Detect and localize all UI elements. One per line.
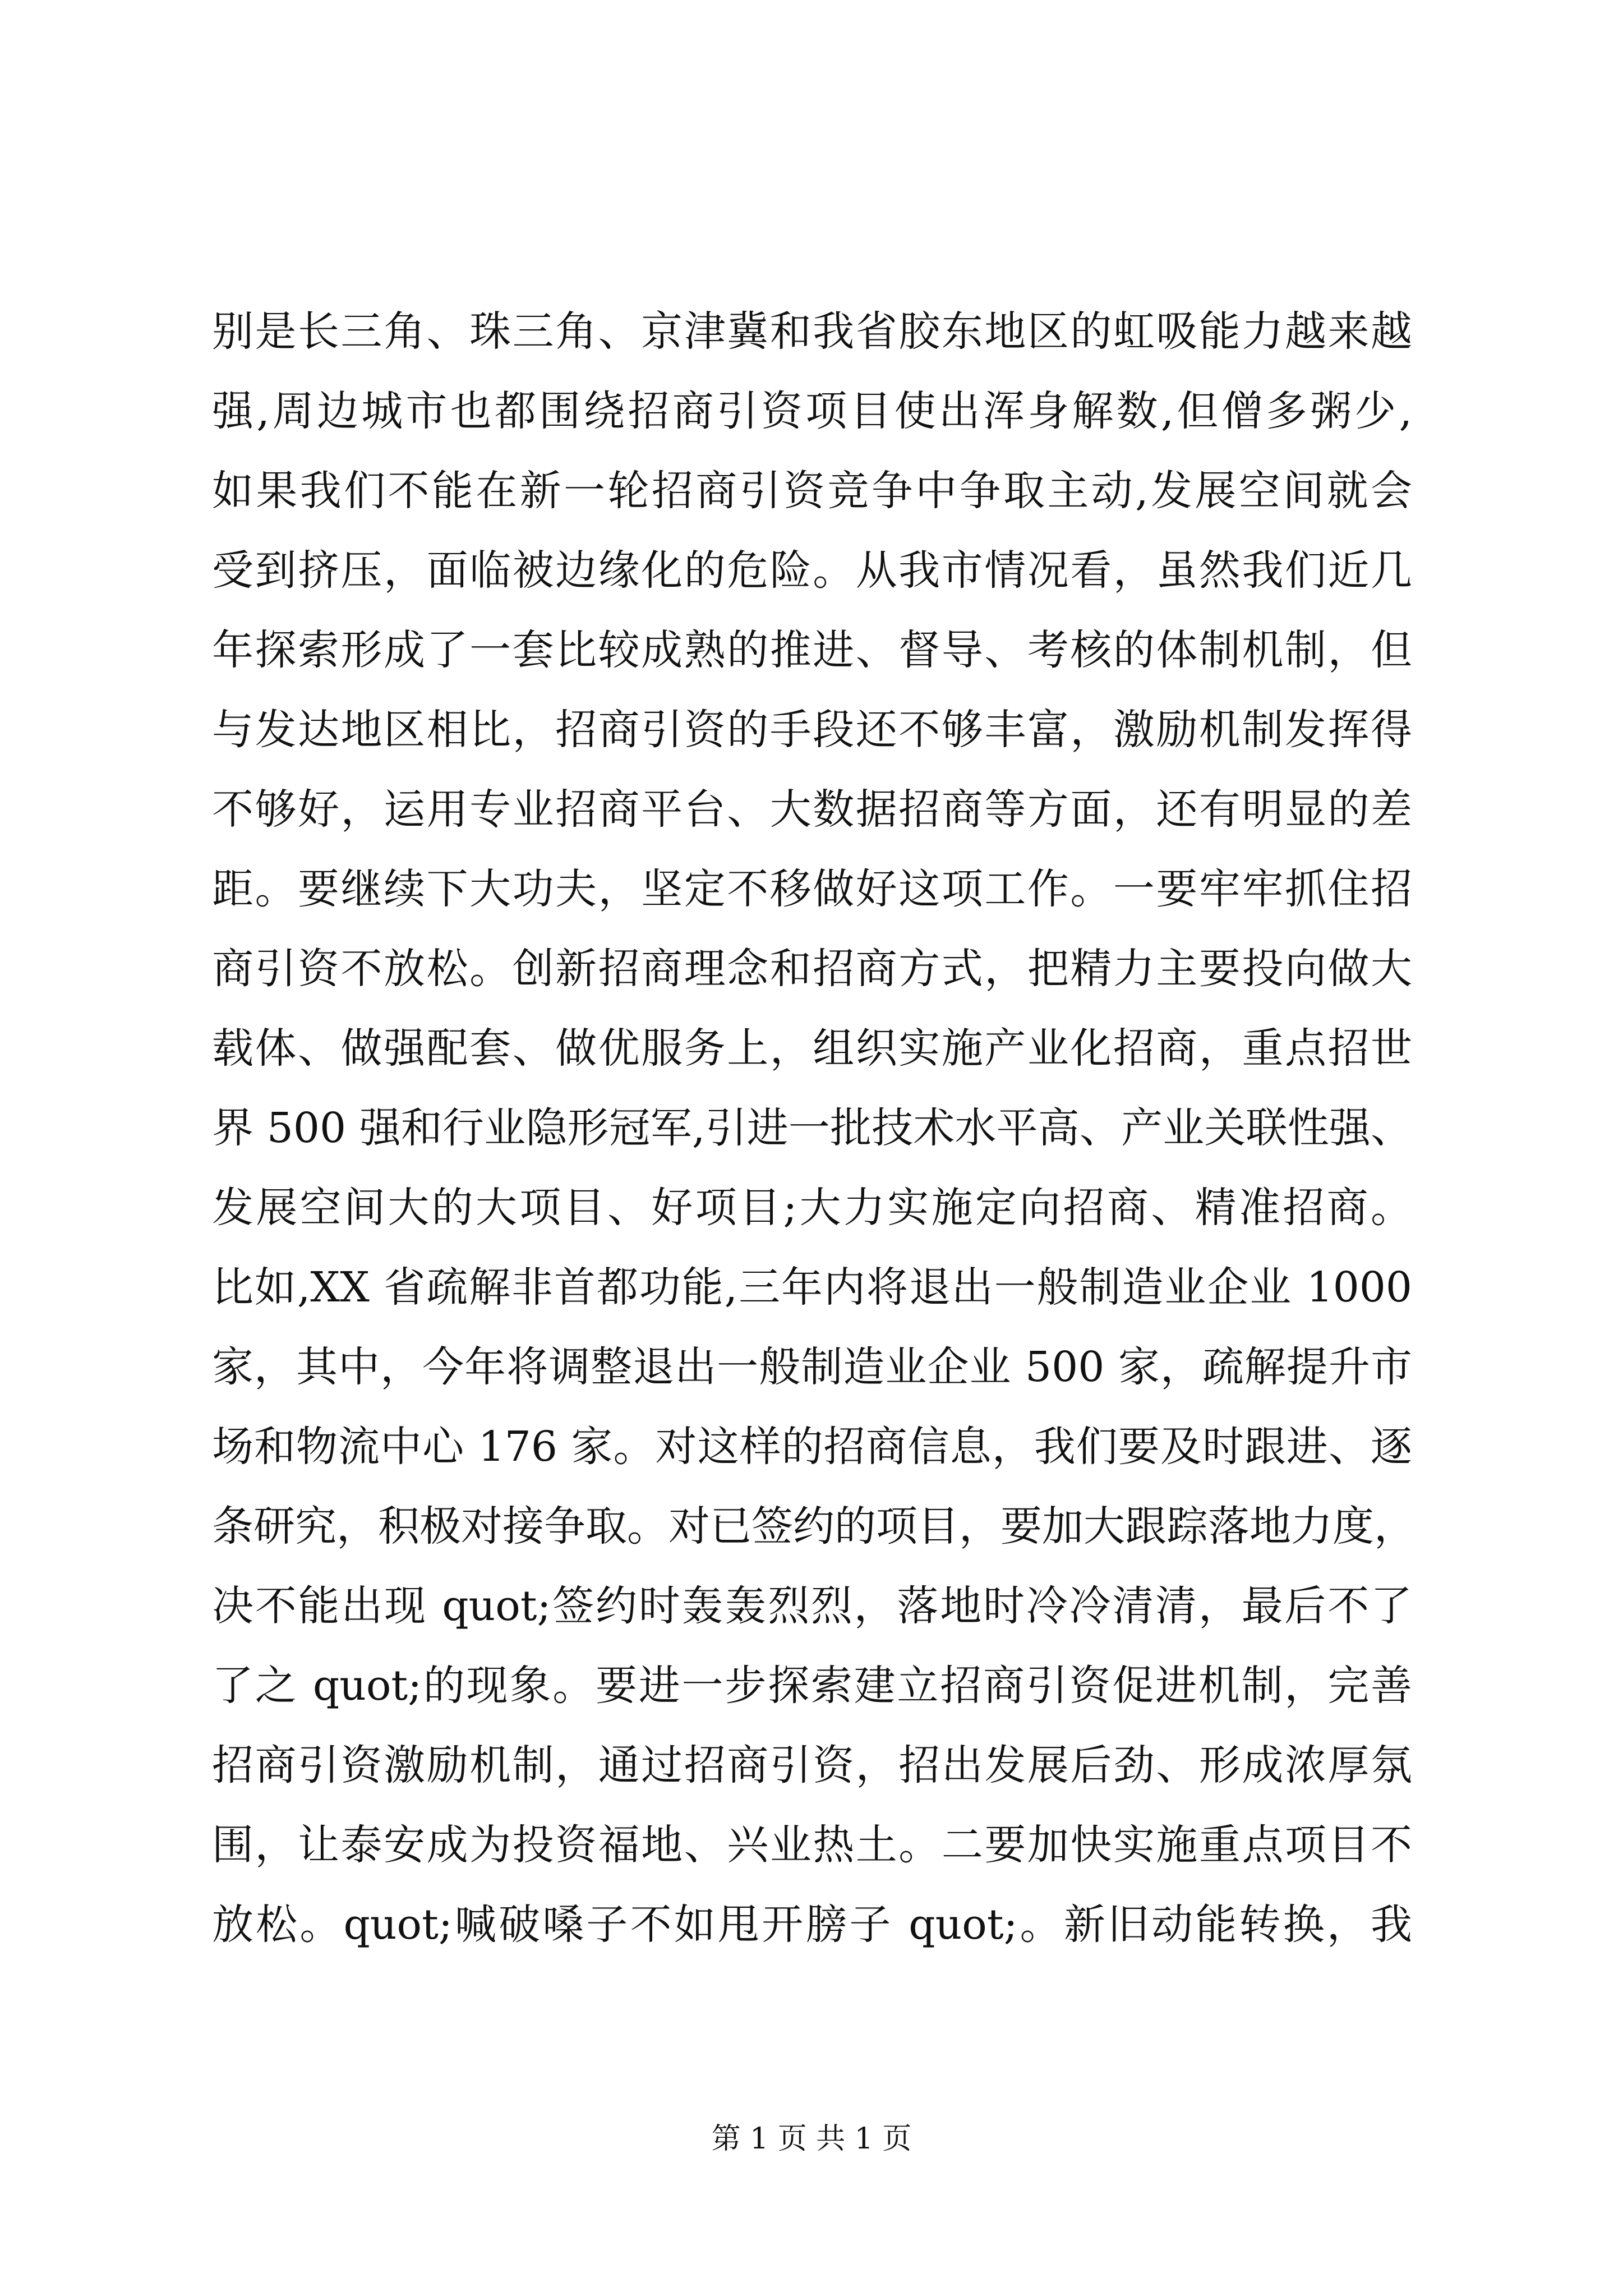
text-line-6: 与发达地区相比，招商引资的手段还不够丰富，激励机制发挥得 (212, 706, 1412, 754)
text-line-18: 了之 quot;的现象。要进一步探索建立招商引资促进机制，完善 (212, 1662, 1412, 1710)
text-line-17: 决不能出现 quot;签约时轰轰烈烈，落地时冷冷清清，最后不了 (212, 1582, 1412, 1630)
text-line-15: 场和物流中心 176 家。对这样的招商信息，我们要及时跟进、逐 (212, 1423, 1412, 1471)
body-text (212, 292, 1415, 1964)
text-line-10: 载体、做强配套、做优服务上，组织实施产业化招商，重点招世 (212, 1024, 1412, 1073)
text-line-8: 距。要继续下大功夫，坚定不移做好这项工作。一要牢牢抓住招 (212, 865, 1412, 913)
text-line-21: 放松。quot;喊破嗓子不如甩开膀子 quot;。新旧动能转换，我 (212, 1901, 1412, 1949)
text-line-16: 条研究，积极对接争取。对已签约的项目，要加大跟踪落地力度， (212, 1502, 1415, 1550)
text-line-7: 不够好，运用专业招商平台、大数据招商等方面，还有明显的差 (212, 785, 1412, 834)
text-line-9: 商引资不放松。创新招商理念和招商方式，把精力主要投向做大 (212, 945, 1412, 993)
text-line-5: 年探索形成了一套比较成熟的推进、督导、考核的体制机制，但 (212, 626, 1412, 674)
text-line-3: 如果我们不能在新一轮招商引资竞争中争取主动,发展空间就会 (212, 467, 1412, 515)
text-line-14: 家，其中，今年将调整退出一般制造业企业 500 家，疏解提升市 (212, 1343, 1412, 1391)
text-line-20: 围，让泰安成为投资福地、兴业热土。二要加快实施重点项目不 (212, 1821, 1412, 1869)
text-line-1: 别是长三角、珠三角、京津冀和我省胶东地区的虹吸能力越来越 (212, 307, 1412, 356)
text-line-12: 发展空间大的大项目、好项目;大力实施定向招商、精准招商。 (212, 1184, 1412, 1232)
text-line-2: 强,周边城市也都围绕招商引资项目使出浑身解数,但僧多粥少, (212, 387, 1412, 435)
text-line-19: 招商引资激励机制，通过招商引资，招出发展后劲、形成浓厚氛 (212, 1741, 1412, 1789)
text-line-4: 受到挤压，面临被边缘化的危险。从我市情况看，虽然我们近几 (212, 546, 1412, 595)
text-line-13: 比如,XX 省疏解非首都功能,三年内将退出一般制造业企业 1000 (212, 1263, 1412, 1312)
text-line-11: 界 500 强和行业隐形冠军,引进一批技术水平高、产业关联性强、 (212, 1104, 1412, 1152)
page-footer: 第 1 页 共 1 页 (711, 2122, 912, 2156)
